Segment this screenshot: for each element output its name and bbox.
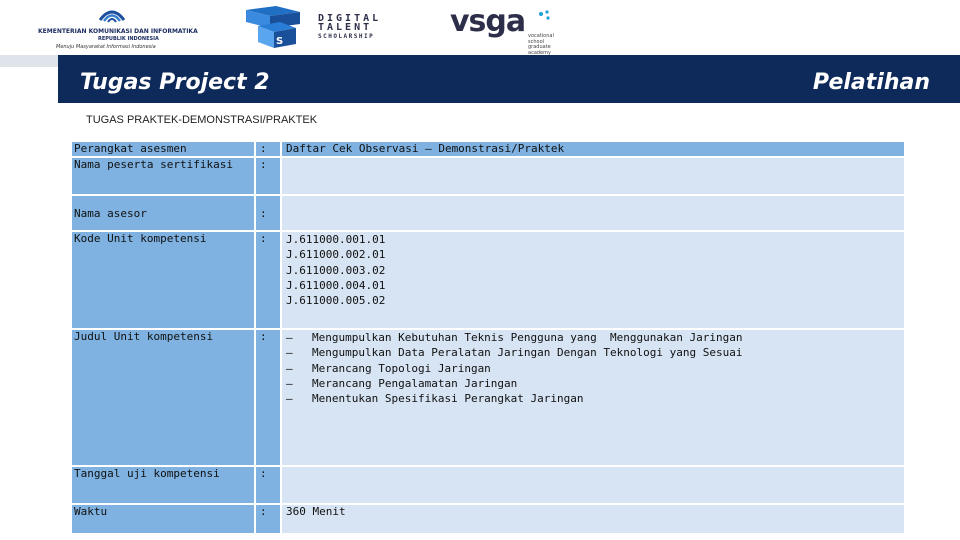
table-row bbox=[72, 196, 904, 230]
vsga-sub-3: graduate bbox=[528, 44, 551, 50]
unit-code: J.611000.004.01 bbox=[286, 278, 386, 292]
svg-text:S: S bbox=[276, 36, 284, 47]
row-label: Kode Unit kompetensi bbox=[72, 232, 254, 328]
vsga-logo bbox=[450, 4, 560, 56]
dash-bullet: – bbox=[286, 392, 293, 406]
vsga-name: vsga bbox=[450, 4, 526, 39]
row-value bbox=[280, 232, 904, 328]
table-row bbox=[72, 142, 904, 156]
row-value bbox=[280, 158, 904, 194]
kominfo-tagline: Menuju Masyarakat Informasi Indonesia bbox=[56, 44, 156, 50]
vsga-dots-icon bbox=[538, 10, 552, 24]
digital-talent-logo bbox=[240, 6, 410, 50]
unit-code: J.611000.003.02 bbox=[286, 263, 386, 277]
page-title: Tugas Project 2 bbox=[80, 70, 270, 95]
row-label: Perangkat asesmen bbox=[72, 142, 254, 156]
row-value bbox=[280, 196, 904, 230]
unit-code: J.611000.005.02 bbox=[286, 294, 386, 308]
dts-word-digital: DIGITAL bbox=[318, 13, 382, 24]
dash-bullet: – bbox=[286, 331, 293, 344]
row-colon: : bbox=[254, 467, 280, 503]
row-value bbox=[280, 330, 904, 465]
observation-table bbox=[72, 140, 904, 535]
row-colon: : bbox=[254, 232, 280, 328]
vsga-sub-1: vocational bbox=[528, 33, 554, 39]
dts-word-talent: TALENT bbox=[318, 22, 373, 33]
table-row bbox=[72, 330, 904, 465]
unit-title-item bbox=[286, 376, 900, 391]
page-right-title: Pelatihan bbox=[812, 70, 930, 95]
table-row bbox=[72, 505, 904, 533]
vsga-sub-2: school bbox=[528, 38, 545, 45]
row-colon: : bbox=[254, 330, 280, 465]
unit-code: J.611000.001.01 bbox=[286, 233, 386, 246]
dash-bullet: – bbox=[286, 361, 293, 375]
unit-title: Mengumpulkan Kebutuhan Teknis Pengguna yang Menggunakan Jaringan bbox=[312, 331, 743, 344]
unit-title: Menentukan Spesifikasi Perangkat Jaringan bbox=[312, 392, 584, 406]
unit-title-item bbox=[286, 330, 900, 345]
unit-code: J.611000.002.01 bbox=[286, 248, 386, 262]
vsga-sub-4: academy bbox=[528, 49, 551, 56]
dash-bullet: – bbox=[286, 376, 293, 390]
kominfo-line1: KEMENTERIAN KOMUNIKASI DAN INFORMATIKA bbox=[38, 28, 198, 35]
dts-mark-icon bbox=[240, 6, 306, 50]
row-colon: : bbox=[254, 196, 280, 230]
section-subtitle: TUGAS PRAKTEK-DEMONSTRASI/PRAKTEK bbox=[86, 114, 318, 126]
kominfo-logo bbox=[38, 6, 198, 52]
kominfo-seal-icon bbox=[96, 6, 128, 26]
row-colon: : bbox=[254, 505, 280, 533]
dts-word-scholarship: SCHOLARSHIP bbox=[318, 33, 375, 40]
unit-title-item bbox=[286, 345, 900, 360]
unit-title: Merancang Pengalamatan Jaringan bbox=[312, 376, 518, 390]
table-row bbox=[72, 232, 904, 328]
row-value: Daftar Cek Observasi – Demonstrasi/Praktek bbox=[280, 142, 904, 156]
unit-title-item bbox=[286, 361, 900, 376]
dash-bullet: – bbox=[286, 346, 293, 360]
row-value: 360 Menit bbox=[280, 505, 904, 533]
unit-title: Merancang Topologi Jaringan bbox=[312, 361, 491, 375]
row-colon: : bbox=[254, 142, 280, 156]
row-label: Nama asesor bbox=[72, 196, 254, 230]
unit-title-item bbox=[286, 391, 900, 406]
row-label: Nama peserta sertifikasi bbox=[72, 158, 254, 194]
header-band bbox=[0, 55, 960, 67]
row-label: Waktu bbox=[72, 505, 254, 533]
table-row bbox=[72, 467, 904, 503]
row-label: Judul Unit kompetensi bbox=[72, 330, 254, 465]
table-row bbox=[72, 158, 904, 194]
row-colon: : bbox=[254, 158, 280, 194]
header-band-accent bbox=[0, 55, 58, 67]
kominfo-line2: REPUBLIK INDONESIA bbox=[98, 36, 159, 42]
row-value bbox=[280, 467, 904, 503]
row-label: Tanggal uji kompetensi bbox=[72, 467, 254, 503]
unit-title: Mengumpulkan Data Peralatan Jaringan Dengan Teknologi yang Sesuai bbox=[312, 346, 743, 360]
